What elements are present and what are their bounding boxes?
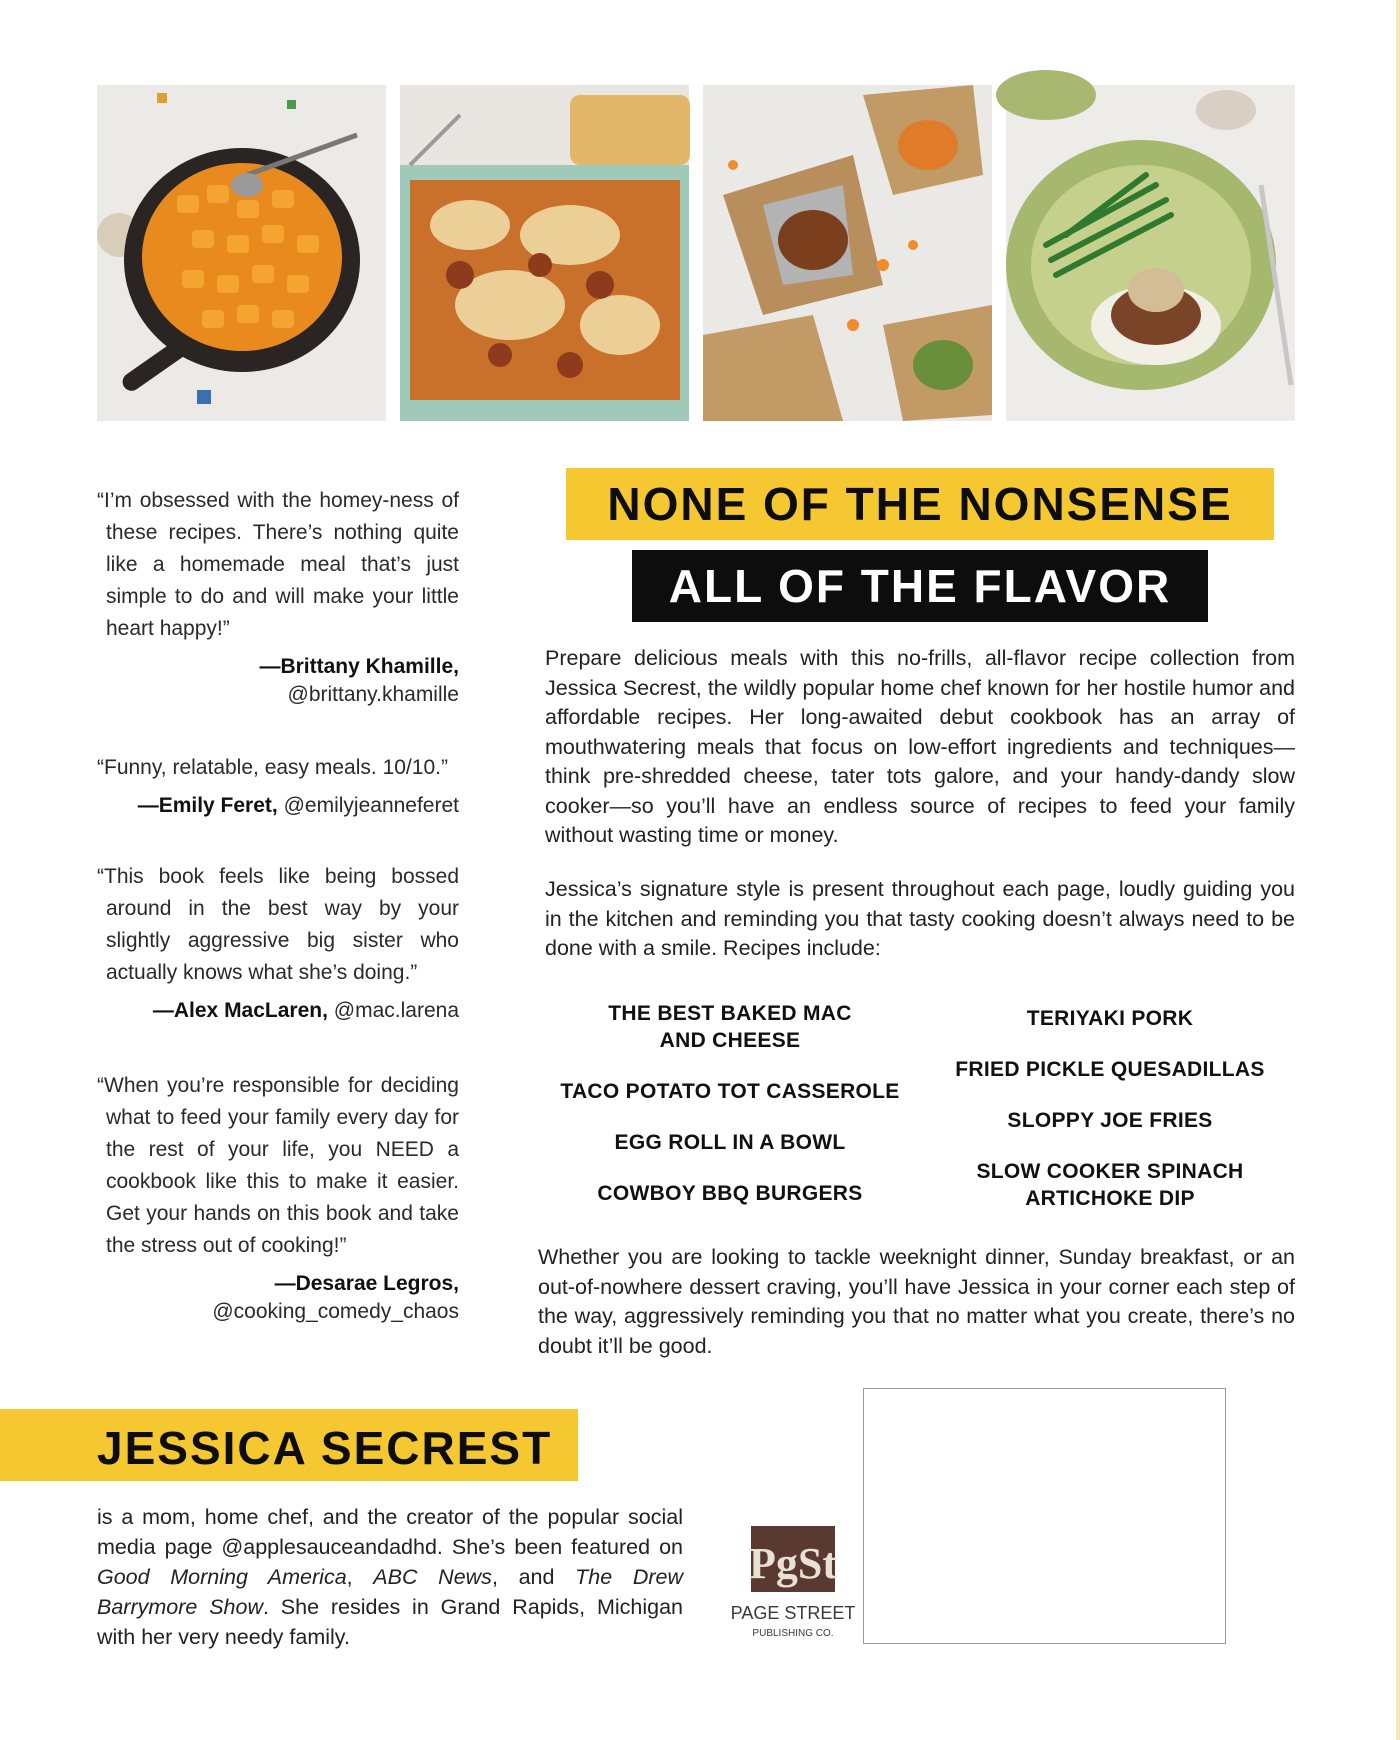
author-name-bar [0,1409,578,1481]
testimonial-attribution [97,997,459,1025]
recipe-item: SLOPPY JOE FRIES [1007,1109,1213,1132]
headline-line-1: NONE OF THE NONSENSE [607,478,1233,530]
author-name: JESSICA SECREST [97,1422,553,1474]
page-edge-strip [1396,0,1400,1740]
testimonial-attribution [97,1270,459,1326]
testimonial-2 [97,752,459,820]
photo-taco-bags [703,85,992,421]
testimonial-quote: “I’m obsessed with the homey-ness of these recipes. There’s nothing quite like a homemade meal that’s just simple to do and will make your little heart happy!” [97,489,459,640]
testimonial-1 [97,485,459,709]
recipe-item: FRIED PICKLE QUESADILLAS [955,1058,1265,1081]
headline-bar-yellow [566,468,1274,540]
testimonial-attribution [97,792,459,820]
testimonial-handle: @mac.larena [333,999,459,1022]
pork-mashed-potatoes-green-beans-photo [1006,85,1295,421]
testimonial-author: —Desarae Legros, [274,1272,459,1295]
recipe-column-left [540,1000,920,1231]
author-bio [97,1502,683,1652]
recipe-item: EGG ROLL IN A BOWL [614,1131,846,1154]
photo-pork-plate [1006,85,1295,421]
skillet-tater-tot-casserole-photo [97,85,386,421]
recipe-item: TERIYAKI PORK [1026,1007,1194,1030]
publisher-mark: PgSt [749,1539,837,1588]
testimonial-handle: @emilyjeanneferet [283,794,459,817]
author-bio-text: , and [491,1565,576,1589]
recipe-item: TACO POTATO TOT CASSEROLE [560,1080,900,1103]
page-street-logo-icon [730,1520,856,1648]
description-paragraph-3: Whether you are looking to tackle weeknight dinner, Sunday breakfast, or an out-of-nowhere dessert craving, you’ll have Jessica in your corner each step of the way, aggressively reminding you that no matter what you create, there’s no doubt it’ll be good. [538,1245,1295,1358]
testimonial-author: —Emily Feret, [137,794,278,817]
show-title: Good Morning America [97,1565,347,1589]
headline-line-2: ALL OF THE FLAVOR [668,560,1172,612]
testimonial-handle: @cooking_comedy_chaos [212,1300,459,1323]
recipe-item: COWBOY BBQ BURGERS [597,1182,863,1205]
testimonial-attribution [97,653,459,709]
publisher-logo [730,1520,856,1648]
barcode-placeholder-box [863,1388,1226,1644]
author-bio-text: is a mom, home chef, and the creator of the popular social media page @applesauceandadhd. She’s been featured on [97,1505,683,1559]
testimonial-quote: “When you’re responsible for deciding what to feed your family every day for the rest of your life, you NEED a cookbook like this to make it easier. Get your hands on this book and take the stress out of cooking!” [97,1074,459,1257]
recipe-item: SLOW COOKER SPINACH ARTICHOKE DIP [976,1160,1244,1210]
author-bio-text: , [346,1565,374,1589]
testimonial-quote: “Funny, relatable, easy meals. 10/10.” [97,756,448,779]
taco-bags-photo [703,85,992,421]
testimonial-author: —Brittany Khamille, [259,655,459,678]
show-title: ABC News [373,1565,492,1589]
publisher-name: PAGE STREET [730,1603,856,1623]
testimonial-quote: “This book feels like being bossed around in the best way by your slightly aggressive big sister who actually knows what she’s doing.” [97,865,459,984]
photo-baked-pasta [400,85,689,421]
photo-tater-tot-skillet [97,85,386,421]
headline-bar-black [632,550,1208,622]
recipe-item: THE BEST BAKED MAC AND CHEESE [608,1002,852,1052]
recipe-list [540,1000,1300,1215]
baked-pasta-dish-photo [400,85,689,421]
testimonial-author: —Alex MacLaren, [152,999,328,1022]
recipe-column-right [920,1005,1300,1236]
description-paragraph-1: Prepare delicious meals with this no-frills, all-flavor recipe collection from Jessica Secrest, the wildly popular home chef known for her hostile humor and affordable recipes. Her long-awaited debut cookbook has an array of mouthwatering meals that focus on low-effort ingredients and techniques—think pre-shredded cheese, tater tots galore, and your handy-dandy slow cooker—so you’ll have an endless source of recipes to feed your family without wasting time or money. [545,646,1295,847]
testimonial-handle: @brittany.khamille [287,683,459,706]
testimonial-4 [97,1070,459,1326]
publisher-sub: PUBLISHING CO. [752,1628,834,1639]
description-paragraph-2: Jessica’s signature style is present throughout each page, loudly guiding you in the kitchen and reminding you that tasty cooking doesn’t always need to be done with a smile. Recipes include: [545,877,1295,960]
testimonial-3 [97,861,459,1025]
show-title: The Drew Barrymore Show [97,1565,683,1619]
author-bio-text: . She resides in Grand Rapids, Michigan with her very needy family. [97,1595,684,1649]
